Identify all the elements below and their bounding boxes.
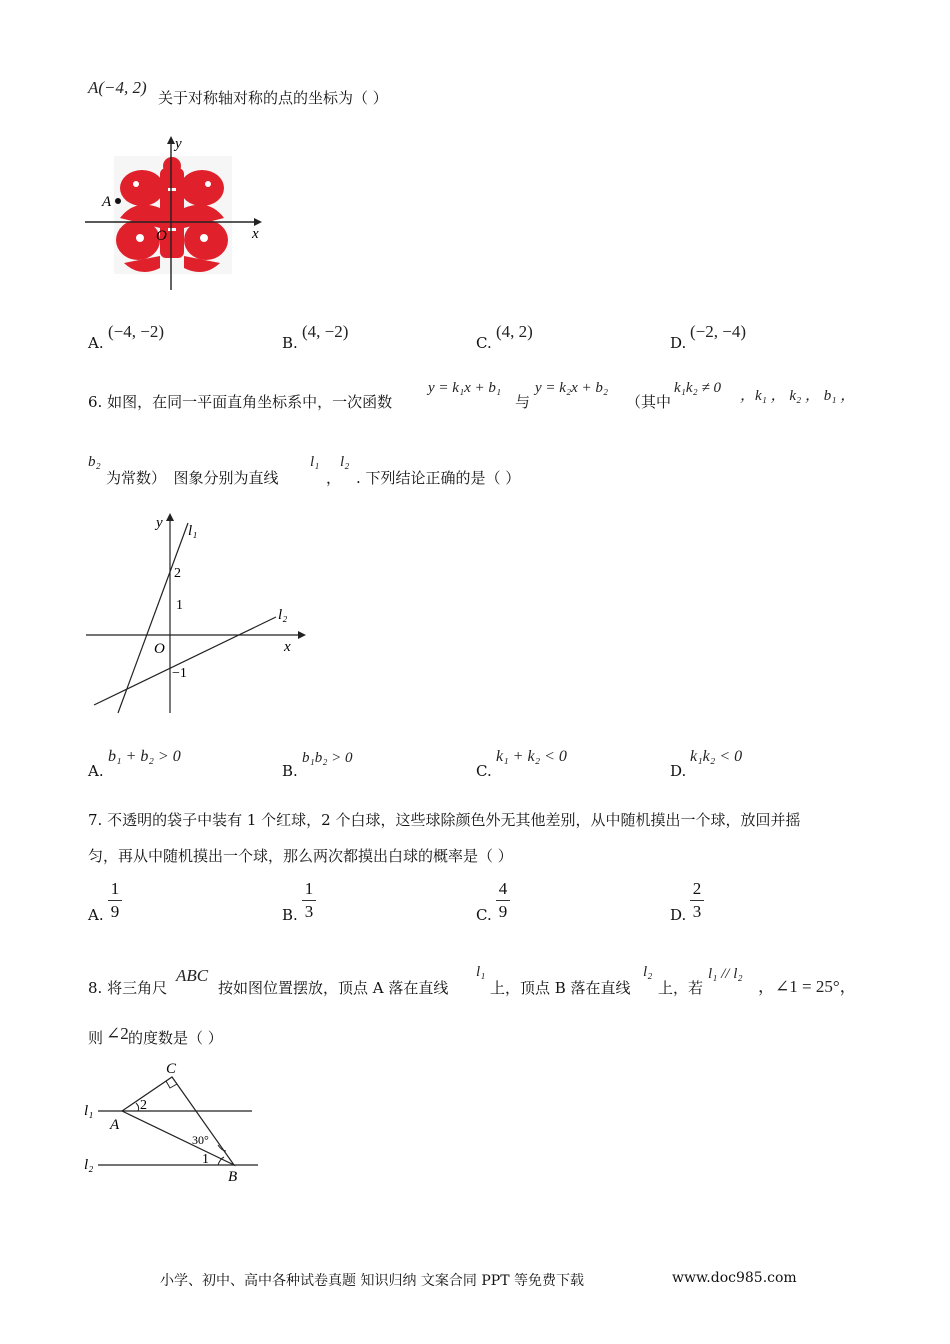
numerator: 1 xyxy=(304,879,314,898)
denominator: 3 xyxy=(692,902,702,921)
q8-figure xyxy=(80,1055,280,1195)
x-axis-label: x xyxy=(284,639,291,655)
q6-option-c-letter: C. xyxy=(476,762,492,780)
q6-option-b-letter: B. xyxy=(282,762,298,780)
q6-option-d-letter: D. xyxy=(670,762,687,780)
dragon-papercut-icon xyxy=(116,157,228,272)
q8-abc: ABC xyxy=(176,966,209,985)
tick-label-minus-1: −1 xyxy=(172,666,187,681)
line-l2-label: l₂ xyxy=(84,1157,94,1173)
denominator: 9 xyxy=(110,902,120,921)
numerator: 4 xyxy=(498,879,508,898)
triangle-abc xyxy=(122,1077,234,1165)
q6-option-d-value: k₁k₂ < 0 xyxy=(690,748,743,765)
denominator: 9 xyxy=(498,902,508,921)
vertex-a-label: A xyxy=(110,1117,120,1133)
q6-option-a-letter: A. xyxy=(88,762,104,780)
q5-option-c-letter: C. xyxy=(476,334,492,352)
q6-function-2: y = k₂x + b₂ xyxy=(535,380,609,396)
q7-option-a-letter: A. xyxy=(88,906,104,924)
angle-2-label: 2 xyxy=(140,1098,147,1113)
q5-option-a-letter: A. xyxy=(88,334,104,352)
q8-angle1: ，∠1 = 25°， xyxy=(758,977,857,996)
q6-b2: b₂ xyxy=(88,454,101,470)
line-l2 xyxy=(94,617,276,705)
q5-option-c-value: (4, 2) xyxy=(496,322,533,341)
q8-stem-part4: 上，若 xyxy=(658,979,704,997)
q8-parallel: l₁ // l₂ xyxy=(708,966,743,982)
q8-stem-part5: 则 xyxy=(88,1029,104,1047)
angle-30-label: 30° xyxy=(192,1133,209,1147)
footer-text: 小学、初中、高中各种试卷真题 知识归纳 文案合同 PPT 等免费下载 xyxy=(160,1273,584,1289)
q6-comma: ， xyxy=(326,469,342,487)
q6-figure xyxy=(80,505,320,720)
q6-l2: l₂ xyxy=(340,454,350,470)
tick-label-2: 2 xyxy=(174,566,181,581)
q6-condition: k₁k₂ ≠ 0 xyxy=(674,380,721,396)
q5-option-b-letter: B. xyxy=(282,334,298,352)
q6-stem-part2: 为常数） 图象分别为直线 xyxy=(106,469,279,487)
y-axis-label: y xyxy=(156,515,163,531)
q8-stem-part6: 的度数是（ ） xyxy=(128,1029,223,1047)
q5-option-d-value: (−2, −4) xyxy=(690,322,746,341)
line-l1 xyxy=(118,523,188,713)
q7-option-b-fraction xyxy=(302,880,316,921)
q5-option-a-value: (−4, −2) xyxy=(108,322,164,341)
q6-option-b-value: b₁b₂ > 0 xyxy=(302,750,353,766)
q7-stem-line1: 7. 不透明的袋子中装有 1 个红球，2 个白球，这些球除颜色外无其他差别，从中随机摸出一个球，放回并摇 xyxy=(88,811,801,829)
tick-label-1: 1 xyxy=(176,598,183,613)
q5-point: A(−4, 2) xyxy=(88,78,147,97)
vertex-b-label: B xyxy=(228,1169,238,1185)
origin-label: O xyxy=(156,228,167,244)
angle-1-label: 1 xyxy=(202,1152,209,1167)
q8-l1: l₁ xyxy=(476,964,486,980)
q6-option-c-value: k₁ + k₂ < 0 xyxy=(496,748,567,765)
q6-stem-part3: . 下列结论正确的是（ ） xyxy=(356,469,521,487)
denominator: 3 xyxy=(304,902,314,921)
q7-option-b-letter: B. xyxy=(282,906,298,924)
q6-function-1: y = k₁x + b₁ xyxy=(428,380,502,396)
q6-option-a-value: b₁ + b₂ > 0 xyxy=(108,748,181,765)
q7-option-d-fraction xyxy=(690,880,704,921)
q5-option-d-letter: D. xyxy=(670,334,687,352)
q7-option-c-fraction xyxy=(496,880,510,921)
q6-constants: ，k₁ ， k₂ ， b₁ ， xyxy=(740,388,856,404)
q6-paren: （其中 xyxy=(626,393,672,411)
numerator: 2 xyxy=(692,879,702,898)
q5-stem: 关于对称轴对称的点的坐标为（ ） xyxy=(158,89,388,107)
line-l2-label: l₂ xyxy=(278,607,288,623)
q5-option-b-value: (4, −2) xyxy=(302,322,349,341)
y-axis-label: y xyxy=(175,136,182,152)
q6-l1: l₁ xyxy=(310,454,320,470)
q7-option-c-letter: C. xyxy=(476,906,492,924)
q8-stem-part3: 上，顶点 B 落在直线 xyxy=(490,979,631,997)
footer-url[interactable]: www.doc985.com xyxy=(672,1270,797,1286)
q7-option-a-fraction xyxy=(108,880,122,921)
q8-stem-part2: 按如图位置摆放，顶点 A 落在直线 xyxy=(218,979,449,997)
q7-option-d-letter: D. xyxy=(670,906,687,924)
q5-figure xyxy=(80,128,280,298)
vertex-c-label: C xyxy=(166,1061,177,1077)
q8-l2: l₂ xyxy=(643,964,653,980)
q6-with: 与 xyxy=(515,393,531,411)
point-a-label: A xyxy=(102,194,112,210)
line-l1-label: l₁ xyxy=(84,1103,94,1119)
origin-label: O xyxy=(154,641,165,657)
point-a xyxy=(115,198,121,204)
q8-angle2: ∠2 xyxy=(106,1024,129,1043)
x-axis-label: x xyxy=(252,226,259,242)
q7-stem-line2: 匀，再从中随机摸出一个球，那么两次都摸出白球的概率是（ ） xyxy=(88,847,513,865)
angle-2-arc xyxy=(136,1103,139,1111)
q6-stem-part1: 6. 如图，在同一平面直角坐标系中，一次函数 xyxy=(88,393,393,411)
numerator: 1 xyxy=(110,879,120,898)
q8-stem-part1: 8. 将三角尺 xyxy=(88,979,168,997)
line-l1-label: l₁ xyxy=(188,523,198,539)
